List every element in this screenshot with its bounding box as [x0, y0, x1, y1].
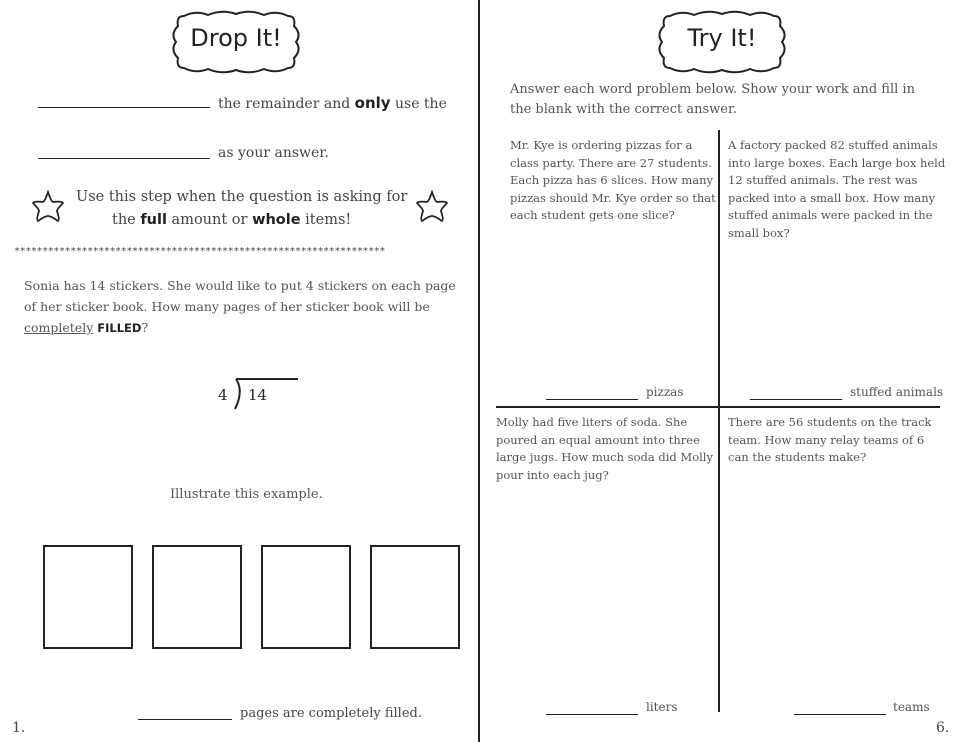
- drawing-box[interactable]: [152, 545, 242, 649]
- illustrate-label: Illustrate this example.: [170, 487, 323, 502]
- star-icon: [30, 190, 66, 224]
- grid-vertical-line: [718, 130, 720, 712]
- step-note-line-1: Use this step when the question is asking for: [76, 189, 408, 205]
- divisor: 4: [218, 386, 228, 404]
- problem-1-answer-blank[interactable]: [546, 399, 638, 400]
- page-divider: [478, 0, 480, 742]
- grid-horizontal-line: [496, 406, 940, 408]
- problem-2-text: A factory packed 82 stuffed animals into large boxes. Each large box held 12 stuffed animals. The rest was packed into a small box. How many stuffed animals were packed in the small box?: [728, 138, 946, 240]
- problem-3-answer-blank[interactable]: [546, 714, 638, 715]
- blank-line-2[interactable]: [38, 158, 210, 159]
- try-it-title: Try It!: [687, 24, 757, 52]
- full-emphasis: full: [140, 212, 167, 228]
- problem-2-answer-blank[interactable]: [750, 399, 842, 400]
- problem-1-unit: pizzas: [646, 385, 684, 399]
- answer-blank[interactable]: [138, 719, 232, 720]
- problem-1-text: Mr. Kye is ordering pizzas for a class party. There are 27 students. Each pizza has 6 slices. How many pizzas should Mr. Kye order so that each student gets one slice?: [510, 138, 716, 222]
- instructions: Answer each word problem below. Show your work and fill in the blank with the correct answer.: [510, 82, 915, 117]
- whole-emphasis: whole: [252, 212, 301, 228]
- completely-underlined: completely: [24, 320, 94, 335]
- drawing-box[interactable]: [261, 545, 351, 649]
- problem-2-unit: stuffed animals: [850, 385, 944, 399]
- star-icon: [414, 190, 450, 224]
- filled-emphasis: FILLED: [93, 321, 142, 335]
- long-division: [218, 377, 298, 411]
- problem-3-unit: liters: [646, 700, 678, 714]
- page-number-left: 1.: [12, 720, 26, 736]
- instruction-line-2: as your answer.: [218, 145, 329, 161]
- problem-4-answer-blank[interactable]: [794, 714, 886, 715]
- drawing-box[interactable]: [43, 545, 133, 649]
- sonia-problem: Sonia has 14 stickers. She would like to put 4 stickers on each page of her sticker book. How many pages of her sticker book will be completely FILLED?: [24, 278, 456, 335]
- step-note-line-2: the full amount or whole items!: [112, 212, 352, 228]
- asterisk-separator: ******************************************************************: [14, 246, 385, 257]
- problem-4-text: There are 56 students on the track team. How many relay teams of 6 can the students make?: [728, 415, 932, 464]
- dividend: 14: [248, 386, 268, 404]
- instruction-line-1: the remainder and only use the: [218, 94, 447, 112]
- drawing-box[interactable]: [370, 545, 460, 649]
- answer-label: pages are completely filled.: [240, 706, 422, 721]
- blank-line-1[interactable]: [38, 107, 210, 108]
- only-emphasis: only: [354, 94, 391, 112]
- drop-it-title: Drop It!: [190, 24, 282, 52]
- problem-4-unit: teams: [893, 700, 930, 714]
- page-number-right: 6.: [936, 720, 950, 736]
- problem-3-text: Molly had five liters of soda. She poured an equal amount into three large jugs. How much soda did Molly pour into each jug?: [496, 415, 713, 482]
